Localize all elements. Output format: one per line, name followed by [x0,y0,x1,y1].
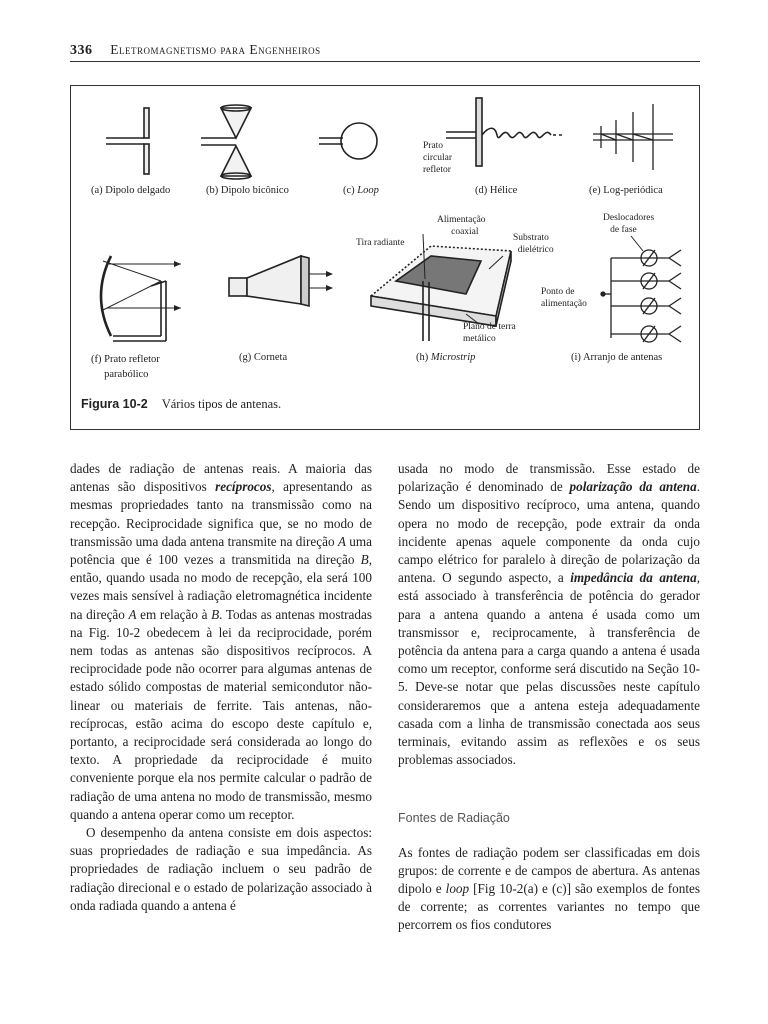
ponto-label: Ponto de alimentação [541,287,587,309]
loop-antenna-icon [319,123,377,159]
book-title: Eletromagnetismo para Engenheiros [110,42,321,57]
label-e: (e) Log-periódica [589,185,663,196]
helix-antenna-icon [446,98,563,166]
label-h: (h) Microstrip [416,352,476,363]
caption-label: Figura 10-2 [81,397,148,411]
label-f: (f) Prato refletor parabólico [91,354,160,380]
alimentacao-label: Alimentação coaxial [437,215,486,237]
section-heading: Fontes de Radiação [398,811,510,826]
paragraph: dades de radiação de antenas reais. A maioria das antenas são dispositivos recíprocos, apresentando as mesmas propriedades tanto na transmissão como na recepção. Reciprocidade significa que, se no modo de transmissão uma dada antena transmite na direção A uma potência que é 100 vezes a transmitida na direção B, então, quando usada no modo de recepção, ela será 100 vezes mais sensível à radiação eletromagnética incidente na direção A em relação à B. Todas as antenas mostradas na Fig. 10-2 obedecem à lei da reciprocidade, porém nem todas as antenas são dispositivos recíprocos. A reciprocidade pode não ocorrer para algumas antenas de estado sólido compostas de material semicondutor não-linear ou materiais de ferrite. Tais antenas, não-recíprocas, estão acima do escopo deste capítulo e, portanto, a reciprocidade será considerada ao longo do texto. A propriedade da reciprocidade é muito conveniente porque ela nos permite calcular o padrão de radiação de uma antena no modo de transmissão, mesmo quando a antena operar como um receptor. [70,461,372,822]
antenna-illustrations [71,86,701,431]
caption-text: Vários tipos de antenas. [161,397,282,411]
right-column [398,460,700,935]
figure-caption [81,397,281,412]
antenna-array-icon [601,236,681,342]
paragraph: usada no modo de transmissão. Esse estado de polarização é denominado de polarização da antena. Sendo um dispositivo recíproco, uma antena, quando opera no modo de recepção, pode extrair da onda incidente apenas aquele componente da onda cujo campo elétrico for paralelo à direção de polarização da antena. O segundo aspecto, a impedância da antena, está associado à transferência de potência do gerador para a antena quando a antena é usada como um transmissor e, reciprocamente, à transferência de potência da antena para a carga quando a antena é usada como um receptor, conforme será discutido na Seção 10-5. Deve-se notar que pelas discussões neste capítulo consideraremos que a antena esteja adequadamente casada com a linha de transmissão conectada aos seus terminais, evitando assim as reflexões e os seus problemas associados. [398,461,700,768]
figure-10-2 [70,85,700,430]
label-b: (b) Dipolo bicônico [206,185,289,196]
prato-label: Prato circular refletor [423,141,453,175]
page-number: 336 [70,43,93,58]
paragraph: As fontes de radiação podem ser classificadas em dois grupos: de corrente e de campos de abertura. As antenas dipolo e loop [Fig 10-2(a) e (c)] são exemplos de fontes de corrente; as correntes variantes no tempo que percorrem os fios condutores [398,844,700,933]
running-header [70,42,700,60]
parabolic-reflector-icon [101,256,181,341]
header-rule [70,61,700,62]
label-g: (g) Corneta [239,352,288,363]
substrato-label: Substrato dielétrico [513,233,554,255]
label-a: (a) Dipolo delgado [91,185,171,196]
label-d: (d) Hélice [475,185,518,196]
plano-label: Plano de terra metálico [463,322,516,344]
deslocadores-label: Deslocadores de fase [603,213,655,235]
biconical-dipole-icon [201,105,251,179]
thin-dipole-icon [106,108,149,174]
horn-antenna-icon [229,256,333,306]
left-column [70,460,372,915]
label-i: (i) Arranjo de antenas [571,352,663,363]
label-c: (c) Loop [343,185,379,196]
tira-label: Tira radiante [356,238,405,248]
paragraph: O desempenho da antena consiste em dois aspectos: suas propriedades de radiação e sua impedância. As propriedades de radiação incluem o seu padrão de radiação direcional e o estado de polarização associado à onda radiada quando a antena é [70,825,372,913]
log-periodic-antenna-icon [593,104,673,170]
